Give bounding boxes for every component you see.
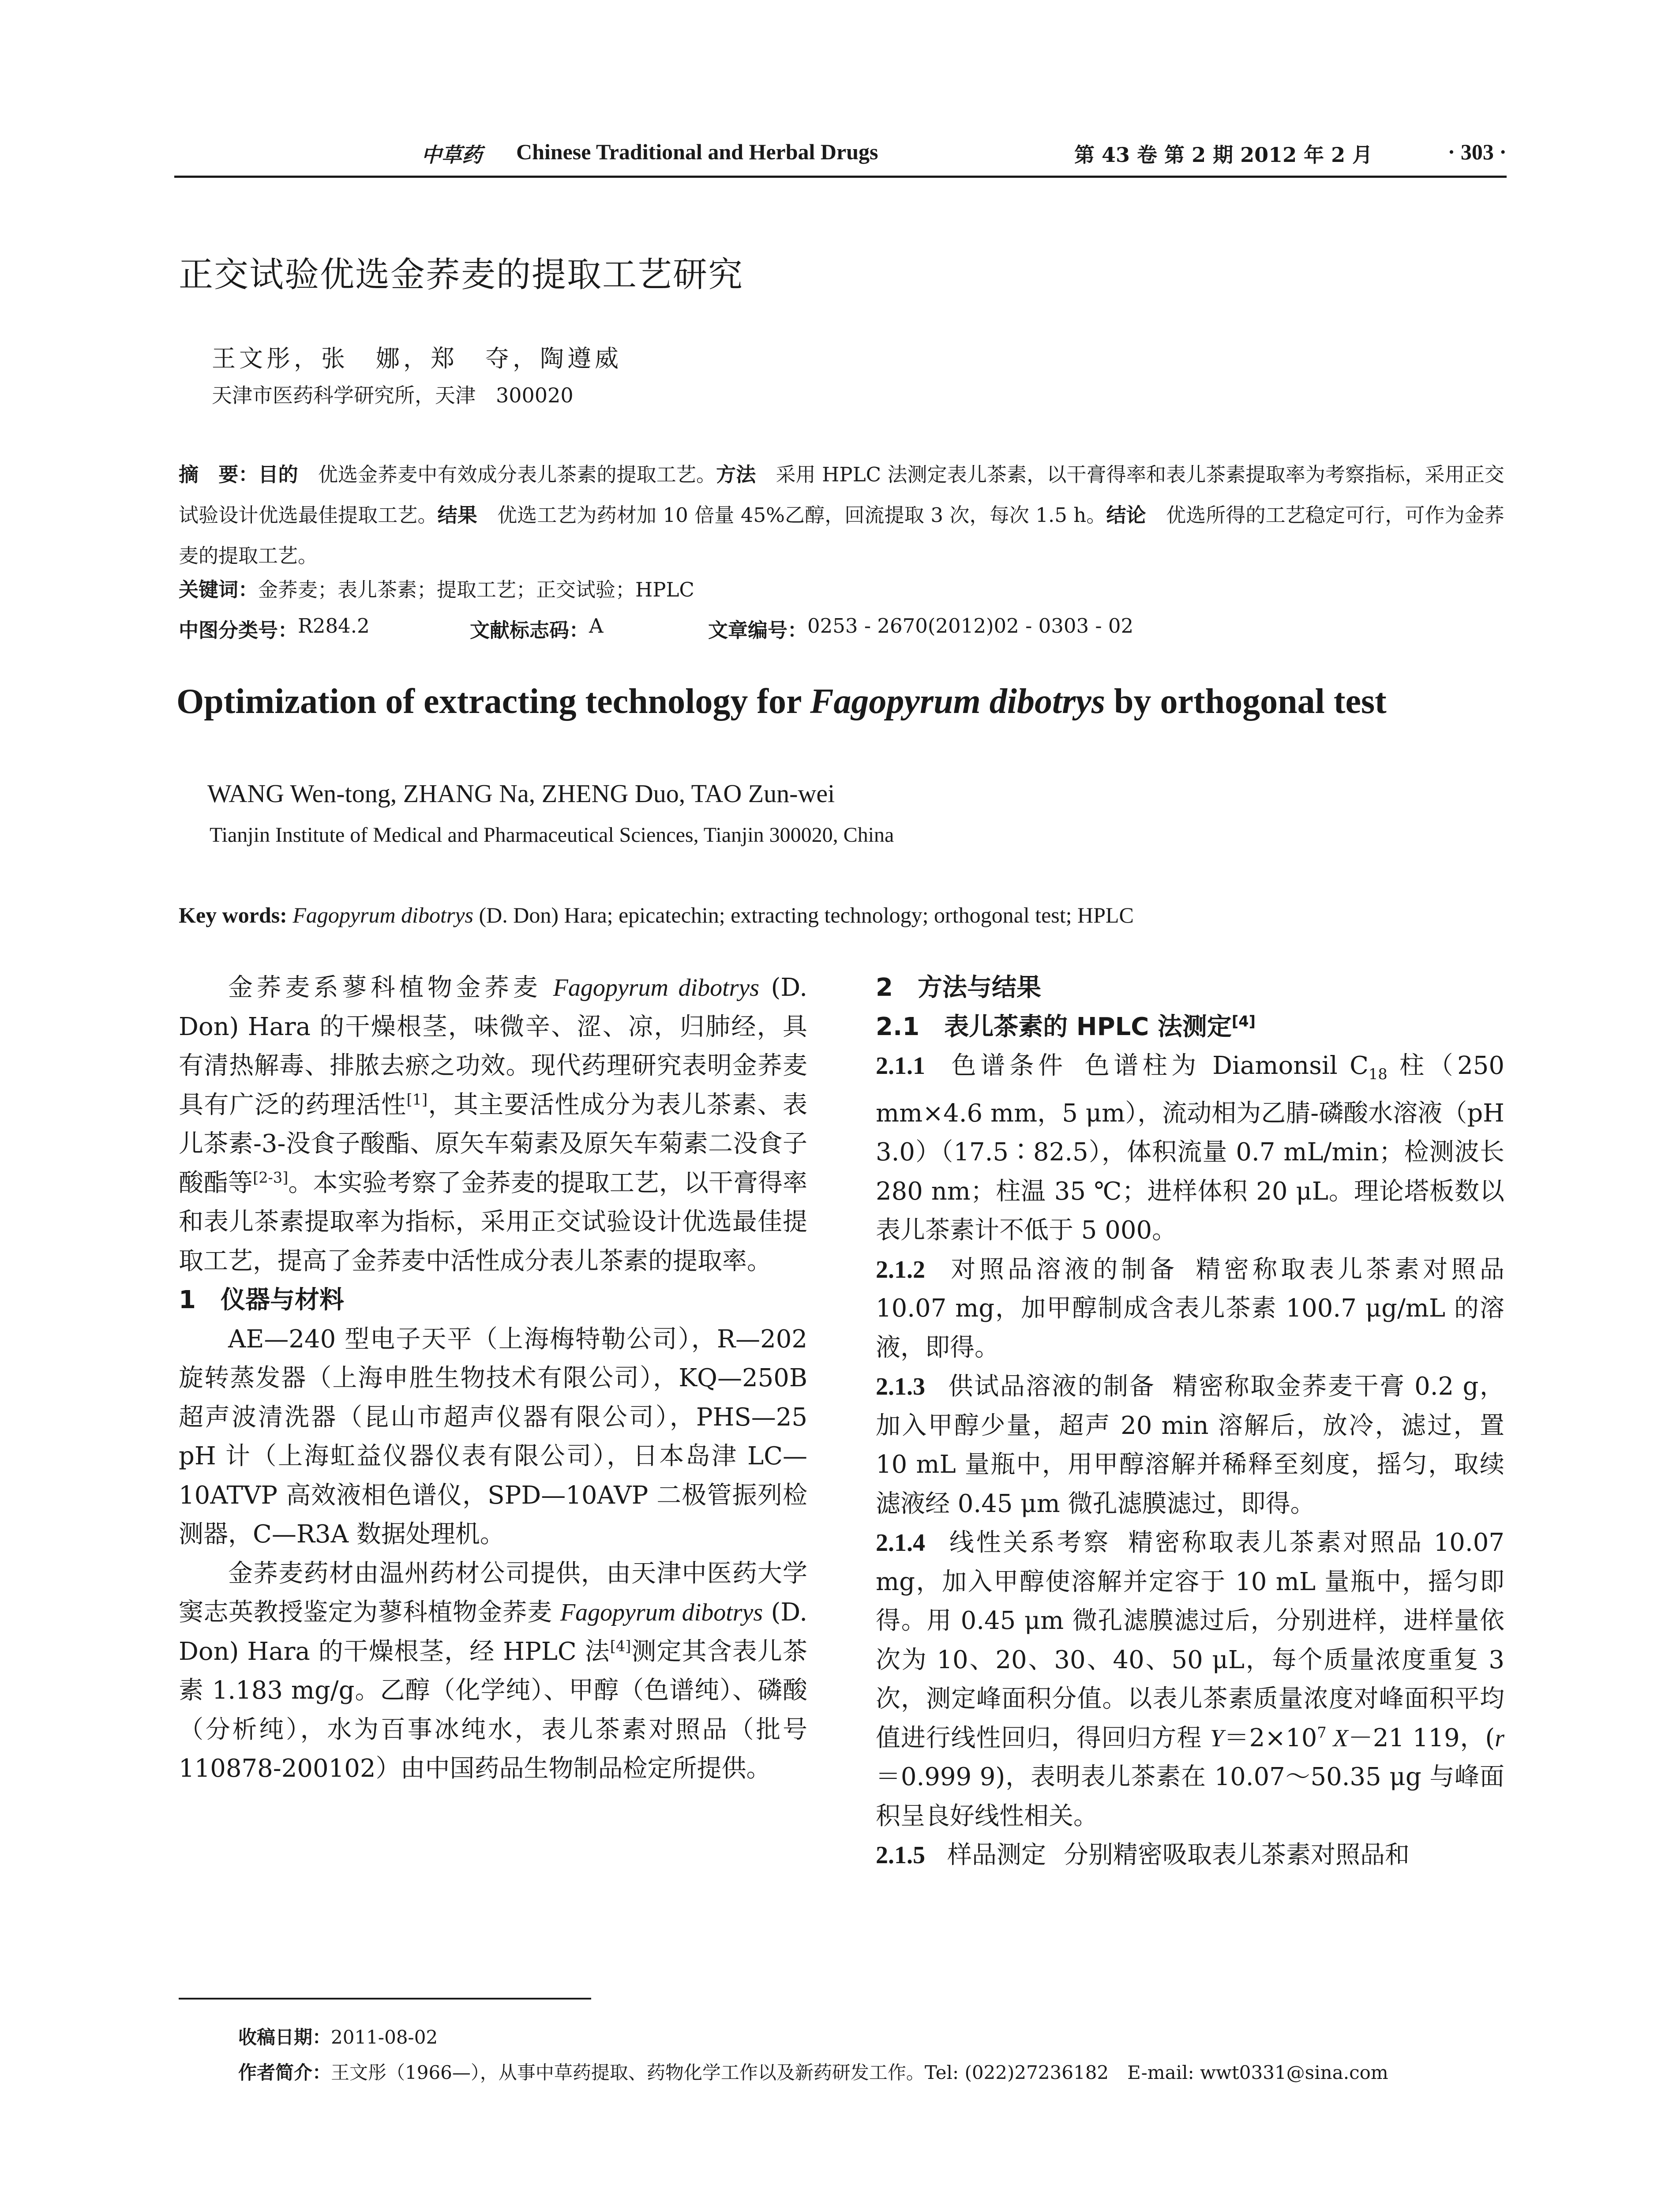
conclusion-text: 优选所得的工艺稳定可行，可作为金荞麦的提取工艺。 xyxy=(179,503,1504,567)
subsection-number: 2.1.5 xyxy=(876,1842,925,1869)
title-english-species: Fagopyrum dibotrys xyxy=(810,682,1106,721)
paragraph-lead: 样品测定 xyxy=(947,1841,1046,1870)
title-english-part1: Optimization of extracting technology for xyxy=(176,682,810,721)
instruments-paragraph: AE—240 型电子天平（上海梅特勒公司），R—202 旋转蒸发器（上海申胜生物技术有限公司），KQ—250B 超声波清洗器（昆山市超声仪器有限公司），PHS—25 pH 计（上海虹益仪器仪表有限公司），日本岛津 LC—10ATVP 高效液相色谱仪，SPD—10AVP 二极管振列检测器，C—R3A 数据处理机。 xyxy=(179,1324,807,1549)
intro-species: Fagopyrum dibotrys xyxy=(553,974,760,1002)
paragraph-text: 精密称取表儿茶素对照品 10.07 mg，加甲醇制成含表儿茶素 100.7 μg/mL 的溶液，即得。 xyxy=(876,1255,1505,1362)
section-heading-1 xyxy=(179,1281,807,1320)
abstract-label: 摘 要： xyxy=(179,463,259,486)
paragraph-text: 色谱柱为 Diamonsil C xyxy=(1084,1051,1369,1080)
paragraph-text: 精密称取表儿茶素对照品 10.07 mg，加入甲醇使溶解并定容于 10 mL 量瓶中，摇匀即得。用 0.45 μm 微孔滤膜滤过后，分别进样，进样量依次为 10、20、30、40、50 μL，每个质量浓度重复 3 次，测定峰面积分值。以表儿茶素质量浓度对峰面积平均值进行线性回归，得回归方程 xyxy=(876,1528,1504,1752)
subsection-number: 2.1.3 xyxy=(876,1373,925,1401)
materials-paragraph xyxy=(179,1554,807,1789)
paragraph-text: 分别精密吸取表儿茶素对照品和 xyxy=(1064,1841,1410,1870)
clc-label: 中图分类号： xyxy=(179,619,298,642)
equation-text: ＝2×10 xyxy=(1223,1723,1317,1752)
section-number: 1 xyxy=(179,1286,196,1314)
paragraph-2-1-5 xyxy=(876,1836,1504,1875)
paragraph-text: 精密称取金荞麦干膏 0.2 g，加入甲醇少量，超声 20 min 溶解后，放冷，滤过，置 10 mL 量瓶中，用甲醇溶解并稀释至刻度，摇匀，取续滤液经 0.45 μm 微孔滤膜滤过，即得。 xyxy=(876,1372,1505,1518)
subsection-number: 2.1.1 xyxy=(876,1052,925,1080)
header-rule xyxy=(174,176,1507,178)
keywords-english-species: Fagopyrum dibotrys xyxy=(292,903,474,927)
keywords-english-text: (D. Don) Hara; epicatechin; extracting technology; orthogonal test; HPLC xyxy=(473,903,1134,927)
equation-variable: Y xyxy=(1210,1724,1224,1752)
authors-chinese: 王文彤，张 娜，郑 夺，陶遵威 xyxy=(212,345,622,372)
affiliation-english: Tianjin Institute of Medical and Pharmaceutical Sciences, Tianjin 300020, China xyxy=(210,823,894,847)
materials-text-c: 测定其含表儿茶素 1.183 mg/g。乙醇（化学纯）、甲醇（色谱纯）、磷酸（分析纯），水为百事冰纯水，表儿茶素对照品（批号 110878-200102）由中国药品生物制品检定所提供。 xyxy=(179,1637,807,1783)
objective-label: 目的 xyxy=(258,463,298,486)
footnote-author xyxy=(238,2058,1388,2085)
doc-code-value: A xyxy=(589,614,604,638)
footnote-received xyxy=(238,2023,438,2049)
equation-exponent: 7 xyxy=(1317,1724,1327,1741)
section-heading-2 xyxy=(876,968,1504,1008)
paragraph-lead: 线性关系考察 xyxy=(947,1528,1111,1557)
equation-variable: X xyxy=(1326,1724,1348,1752)
title-chinese: 正交试验优选金荞麦的提取工艺研究 xyxy=(179,255,744,295)
body-left-column xyxy=(179,968,807,1789)
citation-ref: [4] xyxy=(1231,1012,1256,1030)
paragraph-2-1-2 xyxy=(876,1250,1504,1368)
materials-text-b: (D. Don) Hara 的干燥根茎，经 HPLC 法 xyxy=(179,1598,807,1666)
results-label: 结果 xyxy=(437,503,477,527)
equation-text: －21 119，( xyxy=(1348,1723,1495,1752)
materials-text-a: 金荞麦药材由温州药材公司提供，由天津中医药大学窦志英教授鉴定为蓼科植物金荞麦 xyxy=(179,1559,807,1627)
intro-text-c: ，其主要活性成分为表儿茶素、表儿茶素-3-没食子酸酯、原矢车菊素及原矢车菊素二没食子酸酯等 xyxy=(179,1090,808,1197)
section-title: 仪器与材料 xyxy=(220,1286,344,1314)
subsection-number: 2.1 xyxy=(876,1012,920,1041)
section-number: 2 xyxy=(876,973,893,1002)
subsection-title: 表儿茶素的 HPLC 法测定 xyxy=(944,1012,1232,1041)
keywords-label: 关键词： xyxy=(179,578,259,601)
subsection-number: 2.1.4 xyxy=(876,1529,925,1557)
article-number-block xyxy=(708,614,1134,643)
received-date: 2011-08-02 xyxy=(331,2026,438,2048)
intro-text-d: 。本实验考察了金荞麦的提取工艺，以干膏得率和表儿茶素提取率为指标，采用正交试验设计优选最佳提取工艺，提高了金荞麦中活性成分表儿茶素的提取率。 xyxy=(179,1168,808,1276)
page-number: · 303 · xyxy=(1448,139,1507,164)
subscript: 18 xyxy=(1368,1065,1388,1083)
intro-text-b: (D. Don) Hara 的干燥根茎，味微辛、涩、凉，归肺经，具有清热解毒、排脓去瘀之功效。现代药理研究表明金荞麦具有广泛的药理活性 xyxy=(179,973,807,1119)
objective-text: 优选金荞麦中有效成分表儿茶素的提取工艺。 xyxy=(318,463,716,486)
keywords-english xyxy=(179,902,1134,928)
article-number-value: 0253 - 2670(2012)02 - 0303 - 02 xyxy=(807,614,1134,638)
materials-species: Fagopyrum dibotrys xyxy=(560,1599,763,1626)
paragraph-2-1-1 xyxy=(876,1047,1504,1250)
clc-value: R284.2 xyxy=(298,614,370,638)
results-text: 优选工艺为药材加 10 倍量 45%乙醇，回流提取 3 次，每次 1.5 h。 xyxy=(497,503,1106,527)
running-header xyxy=(174,139,1507,165)
abstract-chinese xyxy=(179,454,1504,576)
title-english-part2: by orthogonal test xyxy=(1105,682,1387,721)
author-bio-text: 王文彤（1966—），从事中草药提取、药物化学工作以及新药研发工作。Tel: (022)27236182 E-mail: wwt0331@sina.com xyxy=(331,2062,1388,2083)
authors-english: WANG Wen-tong, ZHANG Na, ZHENG Duo, TAO Zun-wei xyxy=(207,779,835,808)
section-title: 方法与结果 xyxy=(917,973,1041,1002)
intro-text-a: 金荞麦系蓼科植物金荞麦 xyxy=(228,973,553,1002)
footnote-rule xyxy=(179,1998,591,2000)
citation-ref: [1] xyxy=(406,1090,428,1108)
keywords-english-label: Key words: xyxy=(179,903,287,927)
paragraph-text: 柱（250 mm×4.6 mm，5 μm），流动相为乙腈-磷酸水溶液（pH 3.0）（17.5∶82.5），体积流量 0.7 mL/min；检测波长 280 nm；柱温 35 ℃；进样体积 20 μL。理论塔板数以表儿茶素计不低于 5 000。 xyxy=(876,1051,1505,1245)
paragraph-2-1-3 xyxy=(876,1367,1504,1523)
journal-name: Chinese Traditional and Herbal Drugs xyxy=(516,139,878,164)
article-number-label: 文章编号： xyxy=(708,619,808,642)
paragraph-lead: 对照品溶液的制备 xyxy=(947,1255,1178,1284)
paragraph-2-1-4 xyxy=(876,1523,1504,1836)
paragraph-lead: 供试品溶液的制备 xyxy=(947,1372,1155,1401)
keywords-text: 金荞麦；表儿茶素；提取工艺；正交试验；HPLC xyxy=(258,578,694,601)
received-label: 收稿日期： xyxy=(238,2026,331,2048)
intro-paragraph xyxy=(179,968,807,1281)
equation-variable: r xyxy=(1495,1724,1504,1752)
conclusion-label: 结论 xyxy=(1106,503,1146,527)
subsection-number: 2.1.2 xyxy=(876,1256,925,1283)
methods-text: 采用 HPLC 法测定表儿茶素，以干膏得率和表儿茶素提取率为考察指标，采用正交试验设计优选最佳提取工艺。 xyxy=(179,463,1504,527)
citation-ref: [4] xyxy=(610,1637,631,1654)
affiliation-chinese: 天津市医药科学研究所，天津 300020 xyxy=(212,383,574,407)
volume-issue: 第 43 卷 第 2 期 2012 年 2 月 xyxy=(1074,143,1373,167)
doc-code-block xyxy=(470,614,604,643)
author-bio-label: 作者简介： xyxy=(238,2062,331,2083)
body-right-column xyxy=(876,968,1504,1875)
doc-code-label: 文献标志码： xyxy=(470,619,589,642)
subsection-heading-2-1 xyxy=(876,1008,1504,1047)
citation-ref: [2-3] xyxy=(253,1168,289,1186)
title-english xyxy=(176,682,1387,722)
paragraph-lead: 色谱条件 xyxy=(947,1051,1067,1080)
journal-logo: 中草药 xyxy=(421,143,482,167)
methods-label: 方法 xyxy=(716,463,756,486)
equation-text: ＝0.999 9)，表明表儿茶素在 10.07～50.35 μg 与峰面积呈良好线性相关。 xyxy=(876,1763,1504,1831)
clc-block xyxy=(179,614,370,643)
keywords-chinese xyxy=(179,574,694,602)
